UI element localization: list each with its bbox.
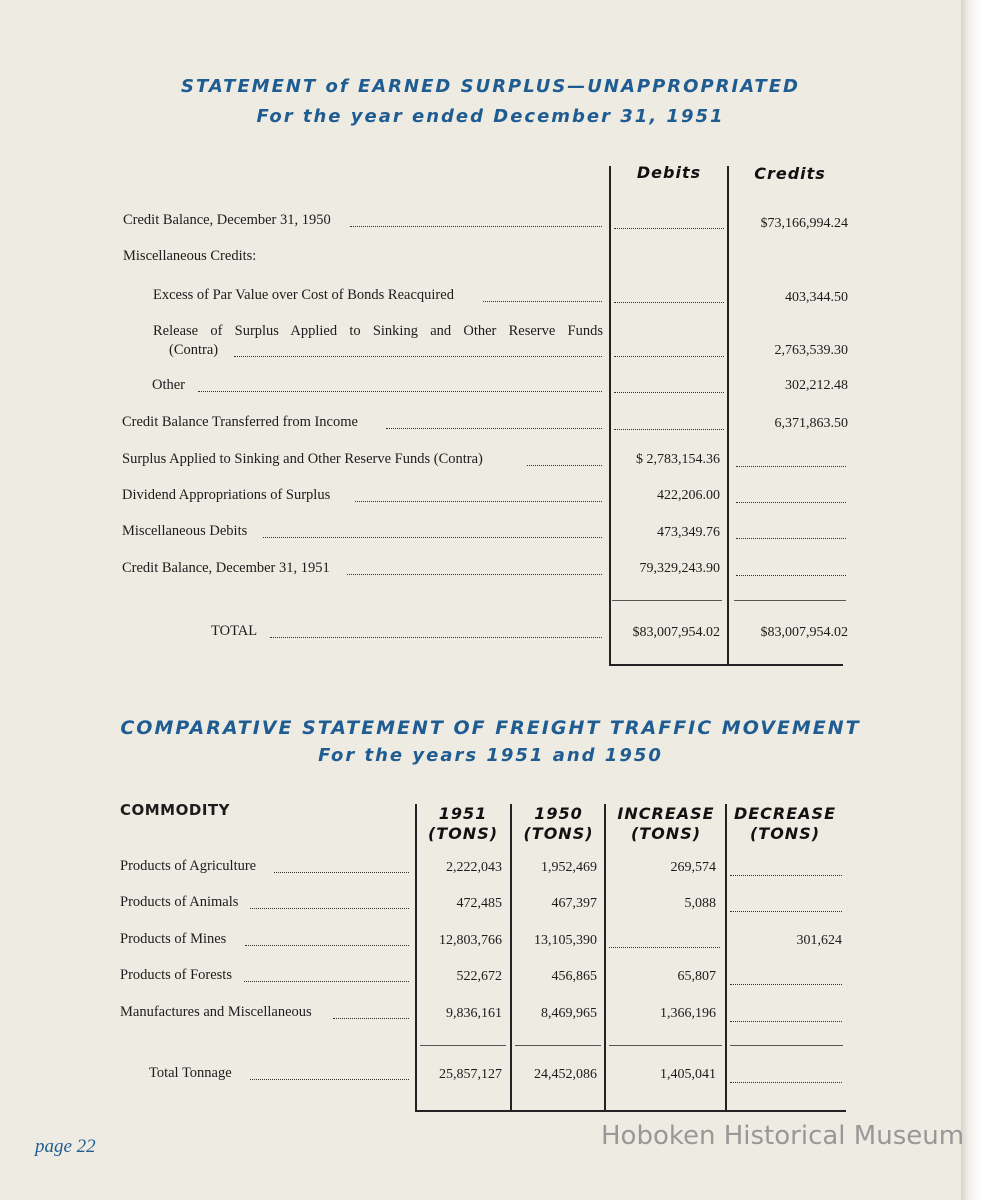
freight-title: COMPARATIVE STATEMENT OF FREIGHT TRAFFIC MOVEMENT	[120, 717, 861, 739]
page-edge	[961, 0, 981, 1200]
col-decrease-header	[727, 804, 843, 844]
total-1950: 24,452,086	[534, 1067, 597, 1082]
row-label: Release of Surplus Applied to Sinking and Other Reserve Funds	[153, 323, 603, 339]
leader-dots	[347, 574, 602, 575]
row-label: Products of Forests	[120, 967, 232, 983]
value-increase: 269,574	[670, 860, 716, 875]
total-rule	[420, 1045, 506, 1046]
decrease-blank-dots	[730, 984, 842, 985]
credit-total-rule	[734, 600, 846, 601]
leader-dots	[350, 226, 602, 227]
col-increase-header	[606, 804, 726, 844]
col-rule	[415, 804, 417, 1110]
debit-value: 473,349.76	[657, 525, 720, 540]
col-1950-year: 1950	[534, 804, 583, 823]
surplus-title: STATEMENT of EARNED SURPLUS—UNAPPROPRIATED	[181, 76, 800, 97]
credit-total: $83,007,954.02	[760, 625, 848, 640]
leader-dots	[270, 637, 602, 638]
watermark: Hoboken Historical Museum	[601, 1121, 965, 1151]
leader-dots	[250, 1079, 409, 1080]
value-1950: 13,105,390	[534, 933, 597, 948]
total-rule	[609, 1045, 722, 1046]
leader-dots	[245, 945, 409, 946]
commodity-header: COMMODITY	[120, 801, 230, 819]
total-1951: 25,857,127	[439, 1067, 502, 1082]
leader-dots	[527, 465, 602, 466]
row-label: Excess of Par Value over Cost of Bonds Reacquired	[153, 287, 454, 303]
credit-value: 403,344.50	[785, 290, 848, 305]
col-1951-header	[416, 804, 510, 844]
value-decrease: 301,624	[796, 933, 842, 948]
debit-blank-dots	[614, 429, 724, 430]
col-rule	[725, 804, 727, 1110]
value-1950: 456,865	[551, 969, 597, 984]
page-number: page 22	[35, 1136, 96, 1157]
col-increase-unit: (TONS)	[630, 824, 702, 843]
credit-blank-dots	[736, 575, 846, 576]
row-label: Miscellaneous Debits	[122, 523, 248, 539]
col-rule	[510, 804, 512, 1110]
credit-blank-dots	[736, 466, 846, 467]
value-1951: 522,672	[456, 969, 502, 984]
total-rule	[730, 1045, 843, 1046]
value-increase: 5,088	[684, 896, 716, 911]
col-1951-unit: (TONS)	[427, 824, 499, 843]
col-1950-header	[512, 804, 605, 844]
leader-dots	[386, 428, 602, 429]
value-1950: 467,397	[551, 896, 597, 911]
decrease-blank-dots	[730, 911, 842, 912]
row-label: Dividend Appropriations of Surplus	[122, 487, 331, 503]
col-1951-year: 1951	[438, 804, 488, 823]
credit-blank-dots	[736, 502, 846, 503]
row-label: Products of Agriculture	[120, 858, 257, 874]
row-label: Credit Balance, December 31, 1950	[123, 212, 331, 228]
row-label: Other	[152, 377, 186, 393]
total-label: Total Tonnage	[149, 1065, 232, 1081]
debit-blank-dots	[614, 302, 724, 303]
row-label: Surplus Applied to Sinking and Other Reserve Funds (Contra)	[122, 451, 483, 467]
debit-total-rule	[612, 600, 722, 601]
leader-dots	[198, 391, 602, 392]
surplus-subtitle: For the year ended December 31, 1951	[256, 106, 725, 127]
decrease-blank-dots	[730, 1082, 842, 1083]
surplus-bottom-rule	[609, 664, 843, 666]
row-label: Credit Balance, December 31, 1951	[122, 560, 330, 576]
row-label: Miscellaneous Credits:	[123, 248, 257, 264]
value-1950: 1,952,469	[541, 860, 597, 875]
col-1950-unit: (TONS)	[523, 824, 594, 843]
leader-dots	[333, 1018, 409, 1019]
value-1950: 8,469,965	[541, 1006, 597, 1021]
total-rule	[515, 1045, 601, 1046]
debits-right-rule	[727, 166, 729, 664]
total-label: TOTAL	[211, 623, 258, 639]
debit-blank-dots	[614, 356, 724, 357]
col-decrease-unit: (TONS)	[749, 824, 821, 843]
freight-bottom-rule	[415, 1110, 846, 1112]
increase-blank-dots	[609, 947, 720, 948]
debit-value: $ 2,783,154.36	[636, 452, 720, 467]
debits-header: Debits	[636, 163, 702, 182]
value-1951: 472,485	[456, 896, 502, 911]
leader-dots	[483, 301, 602, 302]
credit-blank-dots	[736, 538, 846, 539]
row-label: Products of Mines	[120, 931, 227, 947]
row-label: Credit Balance Transferred from Income	[122, 414, 358, 430]
credit-value: 6,371,863.50	[774, 416, 848, 431]
row-label-continued: (Contra)	[169, 342, 219, 358]
credit-value: $73,166,994.24	[760, 216, 848, 231]
col-increase-title: INCREASE	[617, 804, 715, 823]
freight-subtitle: For the years 1951 and 1950	[318, 745, 663, 766]
leader-dots	[250, 908, 409, 909]
decrease-blank-dots	[730, 875, 842, 876]
row-label: Products of Animals	[120, 894, 239, 910]
debit-value: 422,206.00	[657, 488, 720, 503]
leader-dots	[274, 872, 409, 873]
value-increase: 1,366,196	[660, 1006, 716, 1021]
col-rule	[604, 804, 606, 1110]
debit-blank-dots	[614, 392, 724, 393]
value-1951: 12,803,766	[439, 933, 502, 948]
debit-value: 79,329,243.90	[639, 561, 720, 576]
value-1951: 2,222,043	[446, 860, 502, 875]
decrease-blank-dots	[730, 1021, 842, 1022]
leader-dots	[244, 981, 409, 982]
credit-value: 302,212.48	[785, 378, 848, 393]
debit-blank-dots	[614, 228, 724, 229]
leader-dots	[355, 501, 602, 502]
credit-value: 2,763,539.30	[774, 343, 848, 358]
leader-dots	[263, 537, 602, 538]
value-increase: 65,807	[677, 969, 716, 984]
value-1951: 9,836,161	[446, 1006, 502, 1021]
total-increase: 1,405,041	[660, 1067, 716, 1082]
debits-left-rule	[609, 166, 611, 664]
col-decrease-title: DECREASE	[733, 804, 837, 823]
debit-total: $83,007,954.02	[632, 625, 720, 640]
credits-header: Credits	[754, 164, 826, 183]
row-label: Manufactures and Miscellaneous	[120, 1004, 312, 1020]
leader-dots	[234, 356, 602, 357]
